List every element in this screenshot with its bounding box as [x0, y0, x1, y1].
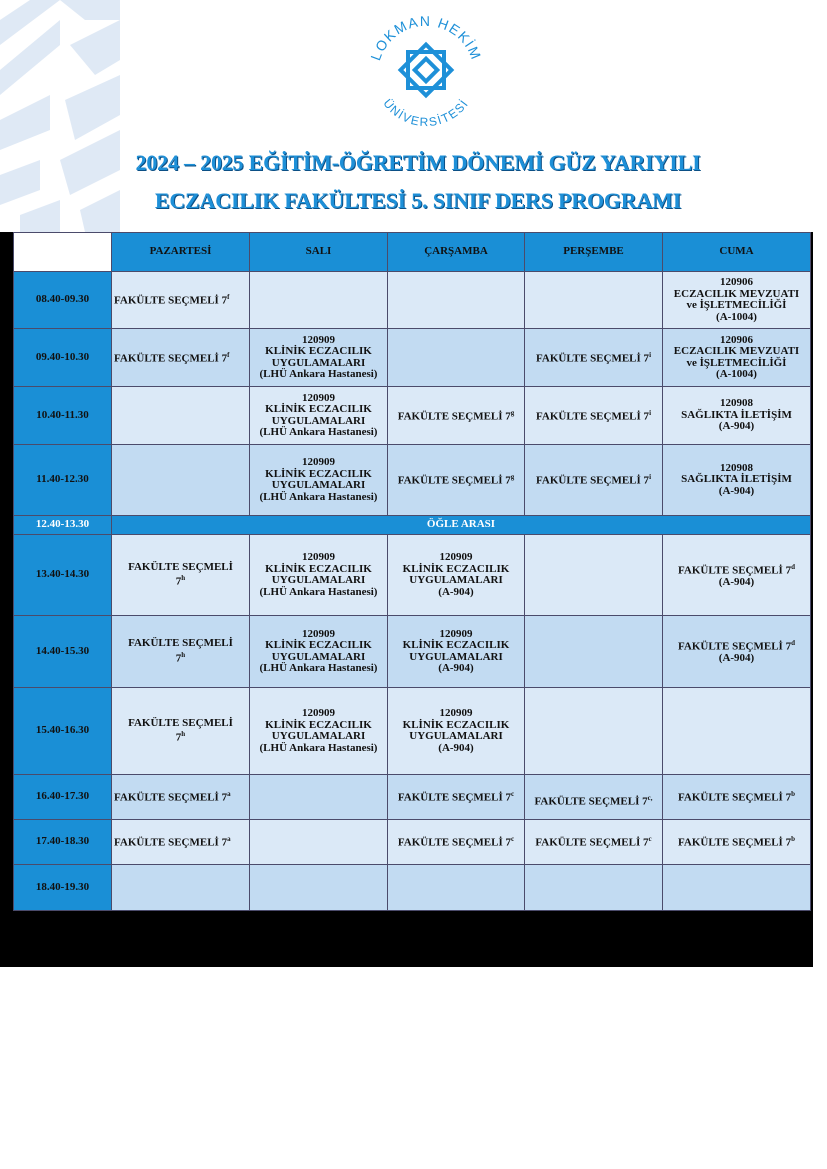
course-text-line: FAKÜLTE SEÇMELİ 7 — [678, 640, 792, 653]
lunch-break-cell — [112, 516, 811, 535]
course-cell — [525, 820, 663, 865]
course-text-line: KLİNİK ECZACILIK — [265, 345, 372, 357]
course-text-line: (LHÜ Ankara Hastanesi) — [259, 490, 378, 503]
empty-cell — [525, 535, 663, 616]
course-text-line: ECZACILIK MEVZUATI — [673, 345, 800, 357]
course-text-line-wrap — [390, 408, 522, 423]
course-text-line: 7 — [175, 731, 182, 744]
course-cell — [112, 688, 250, 775]
course-text-line-wrap — [527, 408, 660, 423]
schedule-row — [14, 445, 811, 516]
empty-cell — [250, 775, 388, 820]
schedule-row — [14, 688, 811, 775]
time-slot-label: 14.40-15.30 — [14, 616, 112, 688]
course-text-line: (LHÜ Ankara Hastanesi) — [259, 426, 378, 438]
elective-group-superscript: h — [181, 730, 186, 739]
course-text-line: UYGULAMALARI — [409, 574, 503, 586]
elective-group-superscript: h — [181, 650, 186, 659]
course-text-line: KLİNİK ECZACILIK — [265, 639, 372, 651]
svg-text:ÜNİVERSİTESİ — [380, 96, 471, 127]
course-cell — [525, 775, 663, 820]
time-slot-label: 08.40-09.30 — [14, 272, 112, 329]
course-text-line: KLİNİK ECZACILIK — [265, 467, 372, 480]
course-text-line: FAKÜLTE SEÇMELİ 7 — [114, 792, 228, 805]
course-cell — [663, 820, 811, 865]
empty-cell — [388, 865, 525, 911]
course-text-line: UYGULAMALARI — [409, 730, 503, 742]
elective-group-superscript: b — [791, 790, 795, 799]
course-text-line: (LHÜ Ankara Hastanesi) — [259, 368, 378, 380]
course-cell — [112, 535, 250, 616]
page-title-line1: 2024 – 2025 EĞİTİM-ÖĞRETİM DÖNEMİ GÜZ YARIYILI — [135, 150, 701, 175]
day-header: PERŞEMBE — [525, 233, 663, 272]
course-text-line: SAĞLIKTA İLETİŞİM — [681, 408, 792, 421]
elective-group-superscript: i — [649, 350, 652, 359]
course-text-line-wrap — [390, 789, 522, 804]
course-cell — [663, 445, 811, 516]
time-slot-label: 16.40-17.30 — [14, 775, 112, 820]
time-slot-label: 13.40-14.30 — [14, 535, 112, 616]
course-text-line: KLİNİK ECZACILIK — [402, 639, 510, 651]
course-text-line: 120908 — [720, 461, 753, 474]
elective-group-superscript: i — [649, 473, 652, 482]
course-text-line: (A-904) — [438, 662, 474, 674]
course-text-line: 120909 — [439, 551, 473, 563]
course-text-line: FAKÜLTE SEÇMELİ — [128, 716, 233, 729]
course-text-line-wrap — [527, 350, 660, 365]
course-cell — [663, 535, 811, 616]
course-text-line: UYGULAMALARI — [271, 574, 366, 586]
course-text-line: 120909 — [302, 456, 335, 468]
corner-cell — [14, 233, 112, 272]
course-text-line: ve İŞLETMECİLİĞİ — [686, 299, 787, 311]
course-text-line: 120909 — [302, 551, 335, 563]
course-text-line: (A-904) — [718, 484, 755, 497]
course-text-line: KLİNİK ECZACILIK — [265, 718, 372, 731]
course-text-line: FAKÜLTE SEÇMELİ — [128, 560, 233, 573]
course-text-line: UYGULAMALARI — [409, 650, 503, 663]
course-text-line: FAKÜLTE SEÇMELİ 7 — [678, 792, 792, 805]
course-text-line: 7 — [175, 652, 182, 665]
course-text-line: 120909 — [302, 333, 335, 346]
svg-text:LOKMAN HEKİM — [367, 13, 485, 63]
elective-group-superscript: i — [649, 408, 652, 417]
empty-cell — [525, 865, 663, 911]
course-cell — [112, 820, 250, 865]
elective-group-superscript: g — [510, 408, 515, 417]
course-text-line: KLİNİK ECZACILIK — [402, 562, 510, 575]
course-cell — [388, 688, 525, 775]
time-slot-label: 18.40-19.30 — [14, 865, 112, 911]
course-cell — [525, 387, 663, 445]
course-cell — [663, 329, 811, 387]
course-text-line: FAKÜLTE SEÇMELİ 7 — [397, 792, 511, 805]
course-cell — [112, 329, 250, 387]
lunch-break-label: ÖĞLE ARASI — [426, 518, 496, 531]
course-text-line-wrap — [665, 834, 808, 849]
course-cell — [112, 775, 250, 820]
course-text-line: FAKÜLTE SEÇMELİ 7 — [535, 410, 650, 423]
empty-cell — [112, 387, 250, 445]
course-text-line: (LHÜ Ankara Hastanesi) — [259, 741, 378, 754]
empty-cell — [663, 865, 811, 911]
empty-cell — [112, 865, 250, 911]
elective-group-superscript: c — [510, 835, 515, 844]
elective-group-superscript: h — [181, 574, 186, 583]
course-text-line: 120909 — [302, 707, 335, 719]
course-text-line: SAĞLIKTA İLETİŞİM — [681, 473, 792, 486]
course-text-line-wrap — [527, 793, 660, 808]
days-header-row — [14, 233, 811, 272]
schedule-row — [14, 616, 811, 688]
elective-group-superscript: g — [510, 473, 515, 482]
elective-group-superscript: c — [510, 790, 515, 799]
course-text-line: KLİNİK ECZACILIK — [265, 403, 372, 415]
course-text-line-wrap — [665, 562, 808, 577]
course-text-line: KLİNİK ECZACILIK — [265, 562, 372, 575]
empty-cell — [250, 865, 388, 911]
course-text-line: FAKÜLTE SEÇMELİ 7 — [535, 352, 650, 365]
course-text-line-wrap — [114, 834, 247, 849]
course-text-line: (A-904) — [718, 575, 755, 588]
course-cell — [250, 535, 388, 616]
day-header: CUMA — [663, 233, 811, 272]
course-text-line: 120906 — [720, 276, 753, 288]
course-text-line: (LHÜ Ankara Hastanesi) — [259, 585, 378, 598]
elective-group-superscript: b — [791, 835, 795, 844]
course-cell — [388, 387, 525, 445]
course-text-line: 120909 — [302, 391, 335, 404]
schedule-row — [14, 387, 811, 445]
lunch-break-row — [14, 516, 811, 535]
elective-group-superscript: f — [227, 293, 230, 302]
time-slot-label: 15.40-16.30 — [14, 688, 112, 775]
course-text-line: FAKÜLTE SEÇMELİ 7 — [114, 352, 228, 365]
course-cell — [112, 616, 250, 688]
time-slot-label: 17.40-18.30 — [14, 820, 112, 865]
schedule-row — [14, 865, 811, 911]
course-text-line: (A-904) — [438, 741, 474, 754]
logo-top-text: LOKMAN HEKİM — [367, 12, 485, 63]
elective-group-superscript: c — [648, 835, 652, 844]
course-text-line: FAKÜLTE SEÇMELİ 7 — [534, 796, 648, 809]
course-text-line: UYGULAMALARI — [271, 730, 366, 742]
course-text-line: FAKÜLTE SEÇMELİ 7 — [397, 837, 511, 850]
time-slot-label: 09.40-10.30 — [14, 329, 112, 387]
course-text-line-wrap — [390, 834, 522, 849]
course-cell — [250, 387, 388, 445]
empty-cell — [388, 272, 525, 329]
course-text-line: FAKÜLTE SEÇMELİ — [128, 637, 233, 650]
course-text-line-wrap — [527, 834, 660, 849]
day-header: SALI — [250, 233, 388, 272]
logo-bottom-text: ÜNİVERSİTESİ — [380, 96, 472, 127]
empty-cell — [525, 688, 663, 775]
course-cell — [250, 616, 388, 688]
course-text-line: 120909 — [439, 627, 473, 640]
course-text-line: FAKÜLTE SEÇMELİ 7 — [678, 564, 792, 577]
empty-cell — [663, 688, 811, 775]
course-text-line-wrap — [665, 789, 808, 804]
course-text-line-wrap — [114, 292, 247, 307]
schedule-table — [13, 232, 811, 911]
course-text-line-wrap — [527, 472, 660, 487]
course-text-line: (A-904) — [718, 652, 755, 665]
course-text-line: FAKÜLTE SEÇMELİ 7 — [397, 475, 511, 488]
course-cell — [663, 775, 811, 820]
course-cell — [525, 329, 663, 387]
course-cell — [663, 272, 811, 329]
schedule-row — [14, 820, 811, 865]
elective-group-superscript: d — [791, 562, 795, 571]
course-text-line: FAKÜLTE SEÇMELİ 7 — [114, 837, 228, 850]
elective-group-superscript: f — [227, 350, 230, 359]
empty-cell — [250, 820, 388, 865]
course-text-line: FAKÜLTE SEÇMELİ 7 — [114, 295, 228, 308]
course-text-line: (LHÜ Ankara Hastanesi) — [259, 662, 378, 674]
course-text-line-wrap — [114, 573, 247, 588]
course-text-line: 120908 — [720, 397, 753, 410]
course-text-line: 120909 — [439, 707, 473, 719]
course-text-line: FAKÜLTE SEÇMELİ 7 — [535, 475, 650, 488]
course-cell — [663, 387, 811, 445]
page-title-line2: ECZACILIK FAKÜLTESİ 5. SINIF DERS PROGRAMI — [154, 188, 682, 213]
course-cell — [388, 535, 525, 616]
course-text-line-wrap — [114, 350, 247, 365]
empty-cell — [250, 272, 388, 329]
course-cell — [250, 445, 388, 516]
university-logo — [356, 12, 496, 127]
day-header: PAZARTESİ — [112, 233, 250, 272]
course-text-line: UYGULAMALARI — [271, 356, 366, 369]
schedule-row — [14, 775, 811, 820]
course-text-line-wrap — [114, 789, 247, 804]
schedule-row — [14, 329, 811, 387]
elective-group-superscript: a — [227, 835, 231, 844]
empty-cell — [525, 272, 663, 329]
elective-group-superscript: a — [227, 790, 231, 799]
course-cell — [388, 775, 525, 820]
course-cell — [525, 445, 663, 516]
time-slot-label: 11.40-12.30 — [14, 445, 112, 516]
course-text-line: (A-1004) — [716, 310, 757, 323]
course-text-line: ECZACILIK MEVZUATI — [673, 287, 800, 300]
elective-group-superscript: c, — [647, 794, 653, 803]
course-text-line: ve İŞLETMECİLİĞİ — [686, 356, 787, 369]
course-cell — [388, 445, 525, 516]
course-text-line: (A-904) — [718, 420, 755, 433]
empty-cell — [112, 445, 250, 516]
course-cell — [388, 820, 525, 865]
time-slot-label: 10.40-11.30 — [14, 387, 112, 445]
time-slot-label: 12.40-13.30 — [14, 516, 112, 535]
course-text-line: KLİNİK ECZACILIK — [402, 718, 510, 731]
course-cell — [250, 329, 388, 387]
elective-group-superscript: d — [791, 639, 795, 648]
course-cell — [663, 616, 811, 688]
schedule-row — [14, 272, 811, 329]
course-text-line: 120906 — [720, 333, 753, 346]
lokman-hekim-logo-icon — [356, 12, 496, 127]
course-text-line: 7 — [175, 575, 182, 588]
empty-cell — [388, 329, 525, 387]
course-text-line: FAKÜLTE SEÇMELİ 7 — [397, 410, 511, 423]
course-text-line-wrap — [114, 729, 247, 744]
course-cell — [112, 272, 250, 329]
course-text-line: 120909 — [302, 627, 335, 640]
schedule-row — [14, 535, 811, 616]
course-text-line: FAKÜLTE SEÇMELİ 7 — [535, 837, 649, 850]
course-text-line: UYGULAMALARI — [271, 650, 366, 663]
course-text-line-wrap — [390, 472, 522, 487]
course-text-line: (A-904) — [438, 585, 474, 598]
day-header: ÇARŞAMBA — [388, 233, 525, 272]
course-cell — [250, 688, 388, 775]
course-text-line: FAKÜLTE SEÇMELİ 7 — [678, 837, 792, 850]
empty-cell — [525, 616, 663, 688]
course-text-line: UYGULAMALARI — [271, 479, 366, 491]
course-text-line-wrap — [114, 650, 247, 665]
course-text-line: (A-1004) — [716, 368, 757, 380]
course-text-line-wrap — [665, 638, 808, 653]
course-text-line: UYGULAMALARI — [271, 414, 366, 427]
course-cell — [388, 616, 525, 688]
